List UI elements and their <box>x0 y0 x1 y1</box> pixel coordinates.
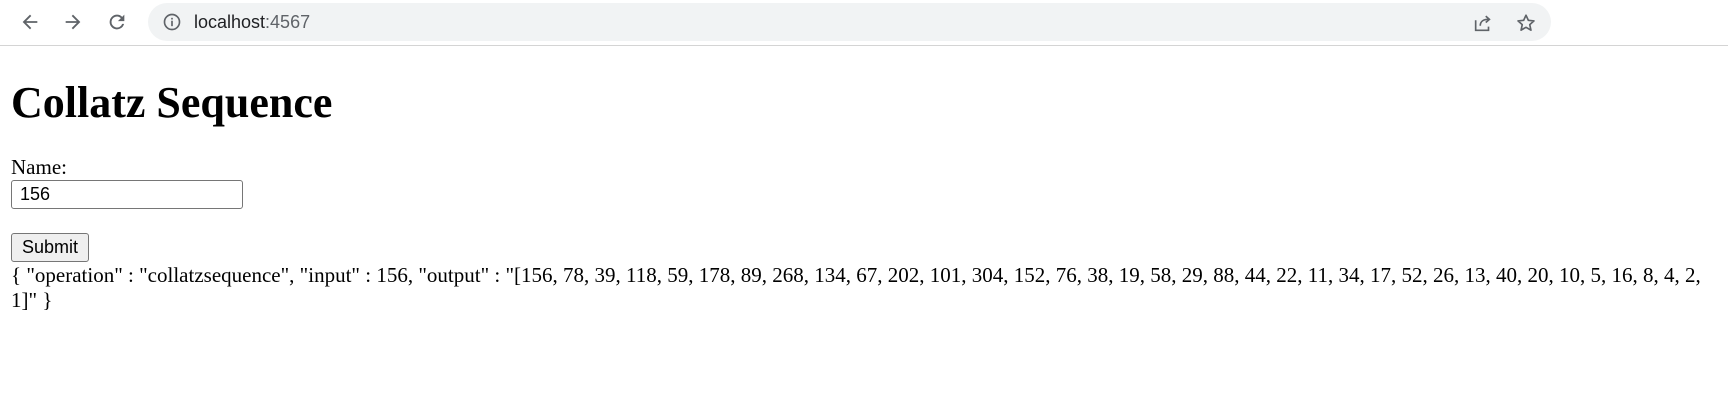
info-icon[interactable] <box>162 12 182 32</box>
url-host: localhost <box>194 12 266 32</box>
forward-button[interactable] <box>57 6 89 38</box>
output-text: { "operation" : "collatzsequence", "input" : 156, "output" : "[156, 78, 39, 118, 59, 178, 89, 268, 134, 67, 202, 101, 304, 152, 76, 38, 19, 58, 29, 88, 44, 22, 11, 34, 17, 52, 26, 13, 40, 20, 10, 5, 16, 8, 4, 2, 1]" } <box>11 263 1701 312</box>
name-input[interactable] <box>11 180 243 209</box>
browser-toolbar <box>0 0 1728 46</box>
arrow-left-icon <box>19 11 41 33</box>
reload-icon <box>106 11 128 33</box>
url-port: :4567 <box>265 12 311 32</box>
back-button[interactable] <box>14 6 46 38</box>
url-text[interactable] <box>194 3 310 41</box>
bookmark-star-icon[interactable] <box>1515 12 1537 34</box>
arrow-right-icon <box>62 11 84 33</box>
share-icon[interactable] <box>1472 12 1494 34</box>
reload-button[interactable] <box>101 6 133 38</box>
name-label: Name: <box>11 155 67 179</box>
page-title: Collatz Sequence <box>11 78 333 127</box>
submit-button[interactable]: Submit <box>11 233 89 262</box>
address-bar[interactable] <box>148 3 1551 41</box>
